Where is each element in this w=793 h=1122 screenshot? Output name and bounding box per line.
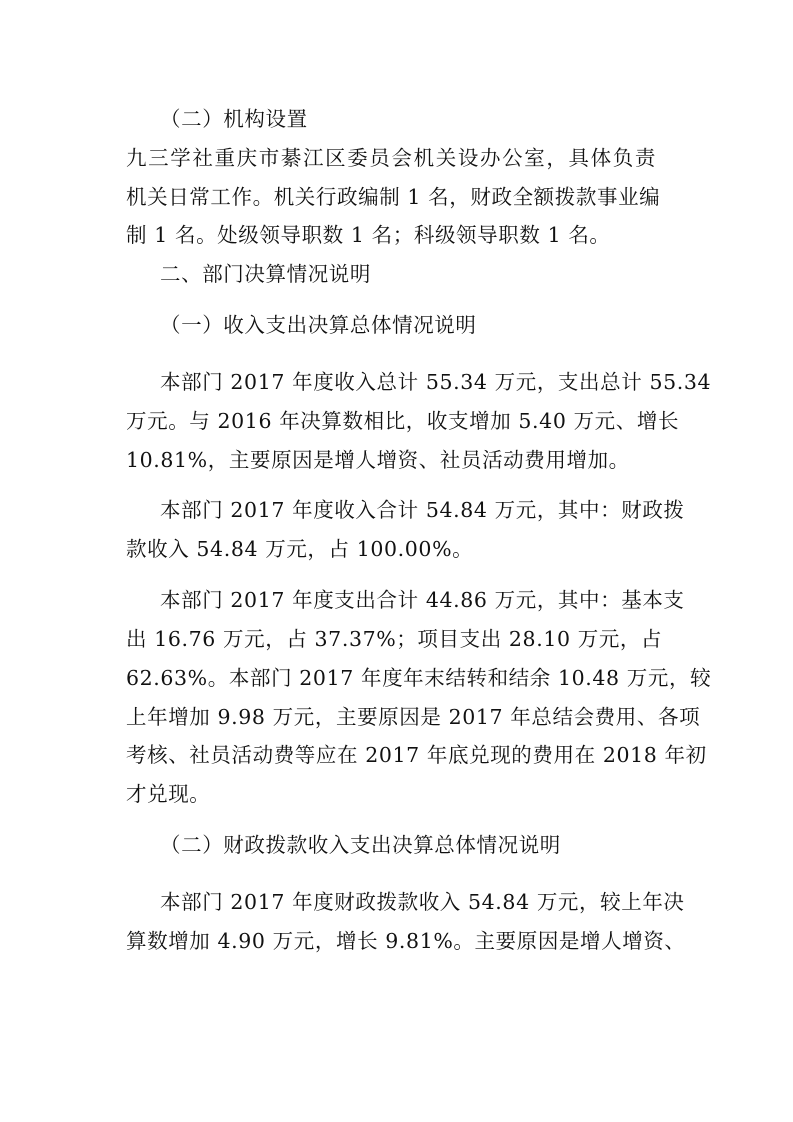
paragraph-line: 才兑现。 [126, 782, 211, 806]
section-heading-institution-setup: （二）机构设置 [160, 107, 308, 131]
paragraph-line: 机关日常工作。机关行政编制 1 名，财政全额拨款事业编 [126, 185, 661, 209]
paragraph-line: 算数增加 4.90 万元，增长 9.81%。主要原因是增人增资、 [126, 929, 686, 953]
paragraph-line: 九三学社重庆市綦江区委员会机关设办公室，具体负责 [126, 146, 656, 170]
paragraph-line: 万元。与 2016 年决算数相比，收支增加 5.40 万元、增长 [126, 409, 680, 433]
paragraph-line: 制 1 名。处级领导职数 1 名；科级领导职数 1 名。 [126, 223, 611, 247]
paragraph-line: 出 16.76 万元，占 37.37%；项目支出 28.10 万元，占 [126, 627, 663, 651]
subsection-heading-fiscal-appropriation: （二）财政拨款收入支出决算总体情况说明 [160, 833, 561, 857]
paragraph-line: 款收入 54.84 万元，占 100.00%。 [126, 537, 474, 561]
paragraph-line: 本部门 2017 年度支出合计 44.86 万元，其中：基本支 [160, 588, 685, 612]
section-heading-department-accounts: 二、部门决算情况说明 [160, 262, 371, 286]
paragraph-line: 本部门 2017 年度收入合计 54.84 万元，其中：财政拨 [160, 498, 685, 522]
paragraph-line: 上年增加 9.98 万元，主要原因是 2017 年总结会费用、各项 [126, 705, 701, 729]
paragraph-line: 10.81%，主要原因是增人增资、社员活动费用增加。 [126, 448, 630, 472]
paragraph-line: 62.63%。本部门 2017 年度年末结转和结余 10.48 万元，较 [126, 666, 712, 690]
paragraph-line: 考核、社员活动费等应在 2017 年底兑现的费用在 2018 年初 [126, 743, 707, 767]
subsection-heading-income-expenditure: （一）收入支出决算总体情况说明 [160, 313, 477, 337]
paragraph-line: 本部门 2017 年度收入总计 55.34 万元，支出总计 55.34 [160, 370, 712, 394]
paragraph-line: 本部门 2017 年度财政拨款收入 54.84 万元，较上年决 [160, 890, 685, 914]
